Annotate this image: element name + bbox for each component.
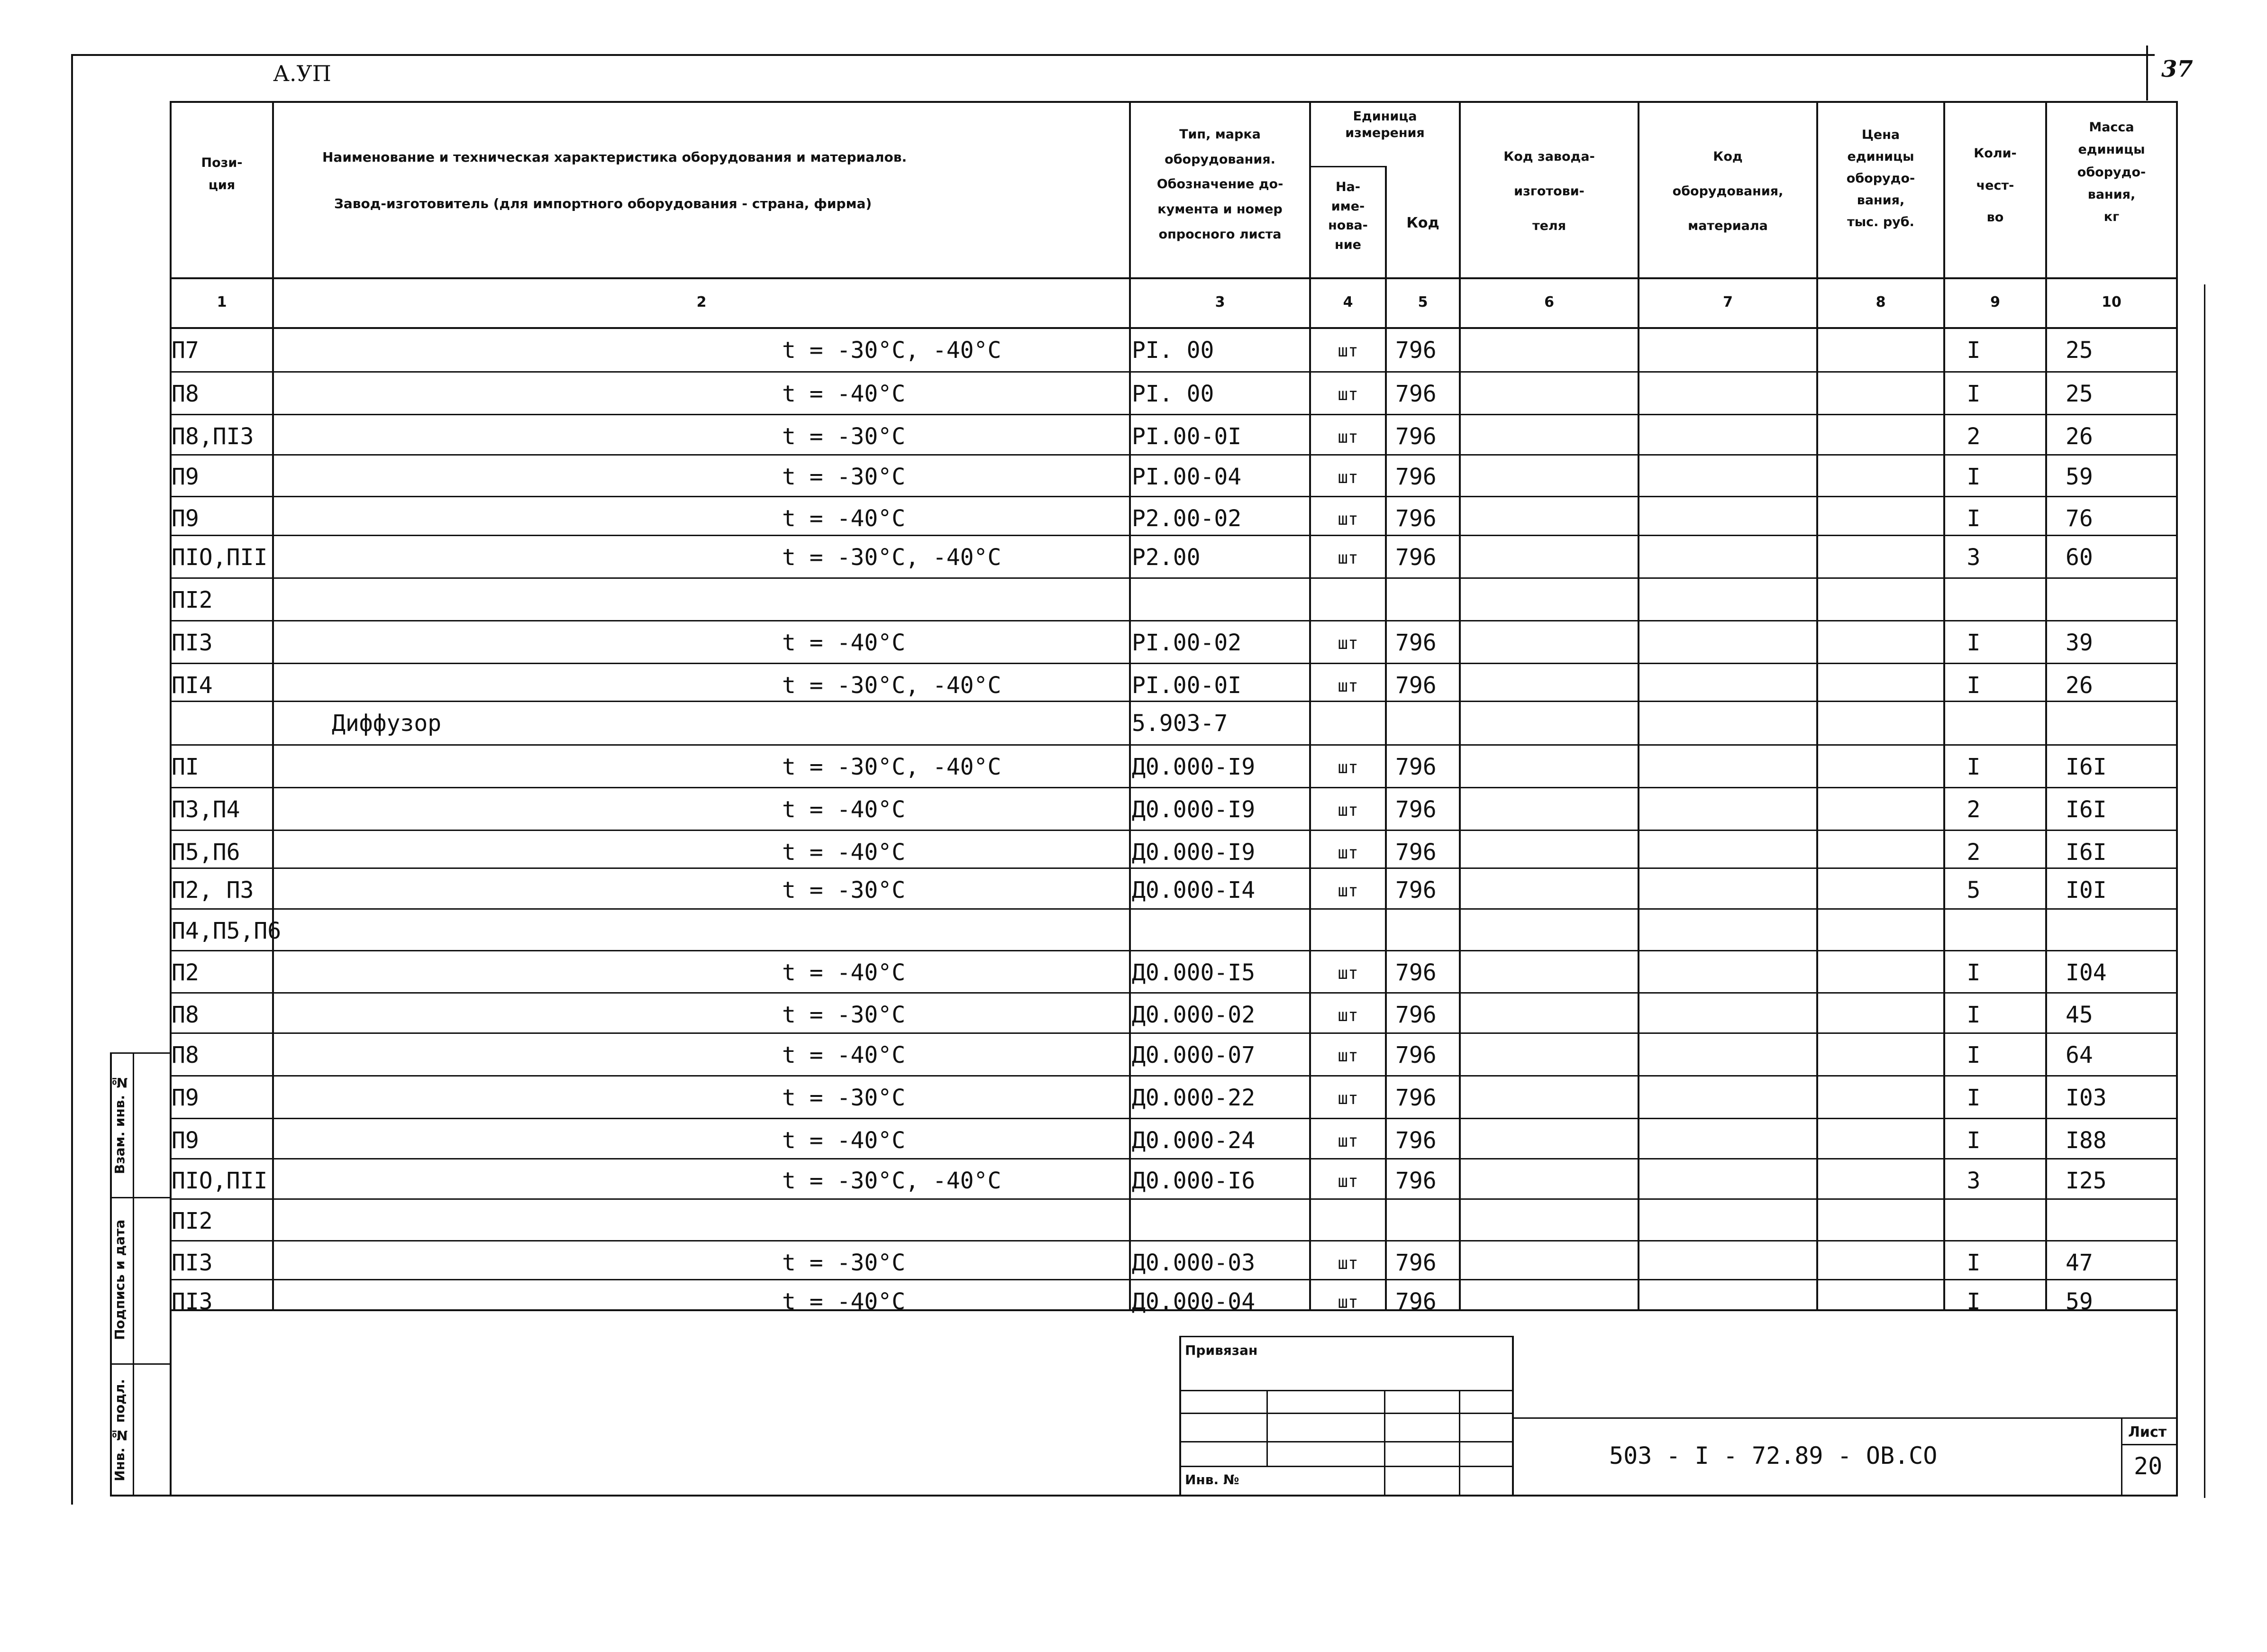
cell-desc: t = -40°С [782, 505, 906, 532]
cell-pos: ПI3 [172, 1250, 213, 1276]
cell-mark: 5.903-7 [1132, 710, 1228, 737]
header-unit-group: Единица измерения [1345, 109, 1425, 141]
cell-qty: I [1967, 1085, 1981, 1111]
cell-mark: Д0.000-I9 [1132, 754, 1256, 780]
cell-mark: Д0.000-I6 [1132, 1168, 1256, 1194]
cell-mass: 45 [2066, 1002, 2093, 1028]
cell-qty: 2 [1967, 796, 1981, 823]
cell-unit: шт [1338, 843, 1358, 863]
cell-pos: ПI3 [172, 1288, 213, 1315]
cell-unit: шт [1338, 1254, 1358, 1273]
cell-qty: I [1967, 959, 1981, 986]
bound-label: Привязан [1185, 1342, 1258, 1358]
sheet-label: Лист [2128, 1424, 2167, 1441]
cell-code: 796 [1395, 839, 1437, 866]
row-divider [172, 787, 2178, 788]
cell-desc: t = -40°С [782, 1042, 906, 1068]
cell-mark: Д0.000-I9 [1132, 839, 1256, 866]
page-number-top: 37 [2161, 56, 2193, 82]
cell-mark: PI. 00 [1132, 337, 1214, 364]
cell-desc: t = -30°С [782, 1085, 906, 1111]
cell-pos: П4,П5,П6 [172, 918, 282, 944]
cell-pos: П2, П3 [172, 877, 254, 904]
cell-unit: шт [1338, 964, 1358, 983]
cell-desc: t = -40°С [782, 839, 906, 866]
cell-qty: I [1967, 337, 1981, 364]
cell-qty: 5 [1967, 877, 1981, 904]
cell-unit: шт [1338, 1293, 1358, 1312]
cell-desc: t = -30°С [782, 464, 906, 490]
document-code: 503 - I - 72.89 - ОВ.СО [1609, 1442, 1938, 1469]
cell-code: 796 [1395, 672, 1437, 699]
cell-code: 796 [1395, 1288, 1437, 1315]
cell-pos: ПIО,ПII [172, 544, 268, 571]
cell-mass: 25 [2066, 337, 2093, 364]
cell-qty: 2 [1967, 423, 1981, 450]
stamp-replaced-inv: Взам. инв. № [112, 1075, 127, 1175]
header-factory-code: Код завода- изготови- теля [1503, 149, 1595, 233]
row-divider [172, 701, 2178, 702]
row-divider [172, 414, 2178, 415]
cell-qty: I [1967, 672, 1981, 699]
cell-mass: 76 [2066, 505, 2093, 532]
column-number: 1 [217, 294, 227, 310]
cell-desc: t = -30°С [782, 423, 906, 450]
header-equipment-code: Код оборудования, материала [1672, 149, 1784, 233]
column-number: 4 [1343, 294, 1353, 310]
cell-mass: I04 [2066, 959, 2107, 986]
cell-mass: I25 [2066, 1168, 2107, 1194]
cell-pos: П5,П6 [172, 839, 240, 866]
cell-code: 796 [1395, 877, 1437, 904]
cell-unit: шт [1338, 428, 1358, 447]
header-name-line1: Наименование и техническая характеристика оборудования и материалов. [322, 149, 907, 165]
row-divider [172, 496, 2178, 497]
cell-pos: П9 [172, 464, 199, 490]
cell-desc: t = -40°С [782, 1288, 906, 1315]
row-divider [172, 577, 2178, 579]
cell-pos: П3,П4 [172, 796, 240, 823]
cell-code: 796 [1395, 1250, 1437, 1276]
cell-pos: П9 [172, 1085, 199, 1111]
stamp-original-inv: Инв. № подл. [112, 1379, 127, 1481]
cell-code: 796 [1395, 796, 1437, 823]
row-divider [172, 950, 2178, 951]
row-divider [172, 535, 2178, 536]
cell-mass: 59 [2066, 1288, 2093, 1315]
column-number: 8 [1876, 294, 1886, 310]
cell-desc: t = -40°С [782, 1127, 906, 1154]
row-divider [172, 1158, 2178, 1159]
cell-qty: I [1967, 1002, 1981, 1028]
cell-pos: ПI [172, 754, 199, 780]
cell-pos: ПI3 [172, 630, 213, 656]
cell-unit: шт [1338, 801, 1358, 820]
cell-qty: I [1967, 630, 1981, 656]
cell-mark: Д0.000-02 [1132, 1002, 1256, 1028]
cell-code: 796 [1395, 464, 1437, 490]
cell-unit: шт [1338, 468, 1358, 487]
column-number: 6 [1544, 294, 1554, 310]
row-divider [172, 908, 2178, 910]
cell-pos: П9 [172, 1127, 199, 1154]
cell-pos: ПIО,ПII [172, 1168, 268, 1194]
cell-desc: t = -30°С, -40°С [782, 672, 1001, 699]
row-divider [172, 1118, 2178, 1119]
row-divider [172, 1240, 2178, 1241]
cell-code: 796 [1395, 1042, 1437, 1068]
cell-mark: Д0.000-07 [1132, 1042, 1256, 1068]
cell-desc: t = -30°С, -40°С [782, 544, 1001, 571]
row-divider [172, 663, 2178, 664]
cell-mass: 26 [2066, 423, 2093, 450]
header-type-mark: Тип, марка оборудования. Обозначение до- кумента и номер опросного листа [1156, 127, 1284, 242]
cell-desc: t = -30°С [782, 1002, 906, 1028]
cell-mass: 64 [2066, 1042, 2093, 1068]
cell-unit: шт [1338, 548, 1358, 568]
cell-code: 796 [1395, 1085, 1437, 1111]
row-divider [172, 1198, 2178, 1200]
cell-qty: I [1967, 381, 1981, 407]
cell-qty: I [1967, 1127, 1981, 1154]
row-divider [172, 371, 2178, 373]
row-divider [172, 1032, 2178, 1034]
cell-mass: I03 [2066, 1085, 2107, 1111]
cell-pos: П8 [172, 1002, 199, 1028]
row-divider [172, 992, 2178, 994]
cell-mass: 47 [2066, 1250, 2093, 1276]
cell-mark: Д0.000-I9 [1132, 796, 1256, 823]
header-unit-code: Код [1406, 215, 1439, 231]
cell-desc: t = -40°С [782, 959, 906, 986]
cell-unit: шт [1338, 758, 1358, 777]
cell-mark: PI.00-0I [1132, 423, 1242, 450]
cell-mark: Д0.000-I4 [1132, 877, 1256, 904]
cell-pos: ПI4 [172, 672, 213, 699]
cell-qty: I [1967, 1042, 1981, 1068]
cell-unit: шт [1338, 1006, 1358, 1025]
header-position: Пози- ция [201, 155, 243, 193]
column-number: 2 [696, 294, 707, 310]
cell-desc: t = -30°С [782, 1250, 906, 1276]
row-divider [172, 830, 2178, 831]
cell-mass: I6I [2066, 754, 2107, 780]
column-number: 9 [1990, 294, 2000, 310]
sheet-top-label: А.УП [273, 61, 331, 86]
cell-code: 796 [1395, 544, 1437, 571]
cell-desc: t = -40°С [782, 381, 906, 407]
cell-mass: I6I [2066, 839, 2107, 866]
cell-pos: П8,ПI3 [172, 423, 254, 450]
cell-code: 796 [1395, 381, 1437, 407]
column-number: 3 [1215, 294, 1225, 310]
cell-qty: I [1967, 1250, 1981, 1276]
cell-mass: 59 [2066, 464, 2093, 490]
cell-mass: I6I [2066, 796, 2107, 823]
header-unit-price: Цена единицы оборудо- вания, тыс. руб. [1846, 128, 1915, 229]
row-divider [172, 867, 2178, 869]
cell-qty: 2 [1967, 839, 1981, 866]
row-divider [172, 620, 2178, 621]
cell-mass: I88 [2066, 1127, 2107, 1154]
row-divider [172, 1279, 2178, 1280]
row-divider [172, 744, 2178, 746]
cell-pos: ПI2 [172, 1208, 213, 1234]
cell-pos: П2 [172, 959, 199, 986]
cell-unit: шт [1338, 1046, 1358, 1066]
cell-pos: ПI2 [172, 587, 213, 613]
cell-desc: t = -40°С [782, 796, 906, 823]
cell-code: 796 [1395, 337, 1437, 364]
cell-mass: I0I [2066, 877, 2107, 904]
header-quantity: Коли- чест- во [1974, 146, 2017, 225]
sheet-number: 20 [2134, 1452, 2163, 1480]
cell-mark: Д0.000-04 [1132, 1288, 1256, 1315]
cell-qty: I [1967, 754, 1981, 780]
column-number: 5 [1418, 294, 1428, 310]
cell-mark: Д0.000-22 [1132, 1085, 1256, 1111]
cell-code: 796 [1395, 754, 1437, 780]
column-number: 10 [2102, 294, 2121, 310]
cell-mass: 25 [2066, 381, 2093, 407]
cell-desc: Диффузор [332, 710, 442, 737]
inv-number-label: Инв. № [1185, 1472, 1239, 1488]
cell-unit: шт [1338, 341, 1358, 361]
stamp-signature-date: Подпись и дата [112, 1219, 127, 1341]
cell-qty: I [1967, 1288, 1981, 1315]
cell-qty: 3 [1967, 1168, 1981, 1194]
cell-desc: t = -30°С, -40°С [782, 337, 1001, 364]
cell-qty: I [1967, 505, 1981, 532]
cell-pos: П7 [172, 337, 199, 364]
cell-desc: t = -30°С [782, 877, 906, 904]
cell-code: 796 [1395, 505, 1437, 532]
cell-mark: Д0.000-24 [1132, 1127, 1256, 1154]
header-unit-name: На- име- нова- ние [1328, 180, 1368, 252]
cell-qty: I [1967, 464, 1981, 490]
cell-mark: Д0.000-03 [1132, 1250, 1256, 1276]
cell-mark: Д0.000-I5 [1132, 959, 1256, 986]
cell-code: 796 [1395, 1168, 1437, 1194]
column-number: 7 [1723, 294, 1733, 310]
cell-unit: шт [1338, 881, 1358, 901]
cell-unit: шт [1338, 1089, 1358, 1108]
cell-mass: 39 [2066, 630, 2093, 656]
cell-unit: шт [1338, 634, 1358, 653]
cell-code: 796 [1395, 1002, 1437, 1028]
cell-code: 796 [1395, 630, 1437, 656]
cell-qty: 3 [1967, 544, 1981, 571]
cell-unit: шт [1338, 1172, 1358, 1191]
cell-mark: PI.00-0I [1132, 672, 1242, 699]
cell-unit: шт [1338, 510, 1358, 529]
cell-unit: шт [1338, 1132, 1358, 1151]
row-divider [172, 1075, 2178, 1077]
cell-mark: P2.00 [1132, 544, 1201, 571]
cell-code: 796 [1395, 1127, 1437, 1154]
cell-mark: P2.00-02 [1132, 505, 1242, 532]
header-unit-mass: Масса единицы оборудо- вания, кг [2077, 120, 2146, 224]
row-divider [172, 454, 2178, 456]
cell-pos: П8 [172, 381, 199, 407]
cell-pos: П9 [172, 505, 199, 532]
cell-unit: шт [1338, 676, 1358, 696]
cell-pos: П8 [172, 1042, 199, 1068]
cell-desc: t = -30°С, -40°С [782, 754, 1001, 780]
cell-code: 796 [1395, 423, 1437, 450]
cell-mass: 60 [2066, 544, 2093, 571]
cell-desc: t = -40°С [782, 630, 906, 656]
cell-mark: PI. 00 [1132, 381, 1214, 407]
cell-mark: PI.00-02 [1132, 630, 1242, 656]
header-name-line2: Завод-изготовитель (для импортного оборудования - страна, фирма) [334, 196, 872, 211]
cell-mark: PI.00-04 [1132, 464, 1242, 490]
cell-mass: 26 [2066, 672, 2093, 699]
cell-code: 796 [1395, 959, 1437, 986]
cell-unit: шт [1338, 385, 1358, 404]
cell-desc: t = -30°С, -40°С [782, 1168, 1001, 1194]
